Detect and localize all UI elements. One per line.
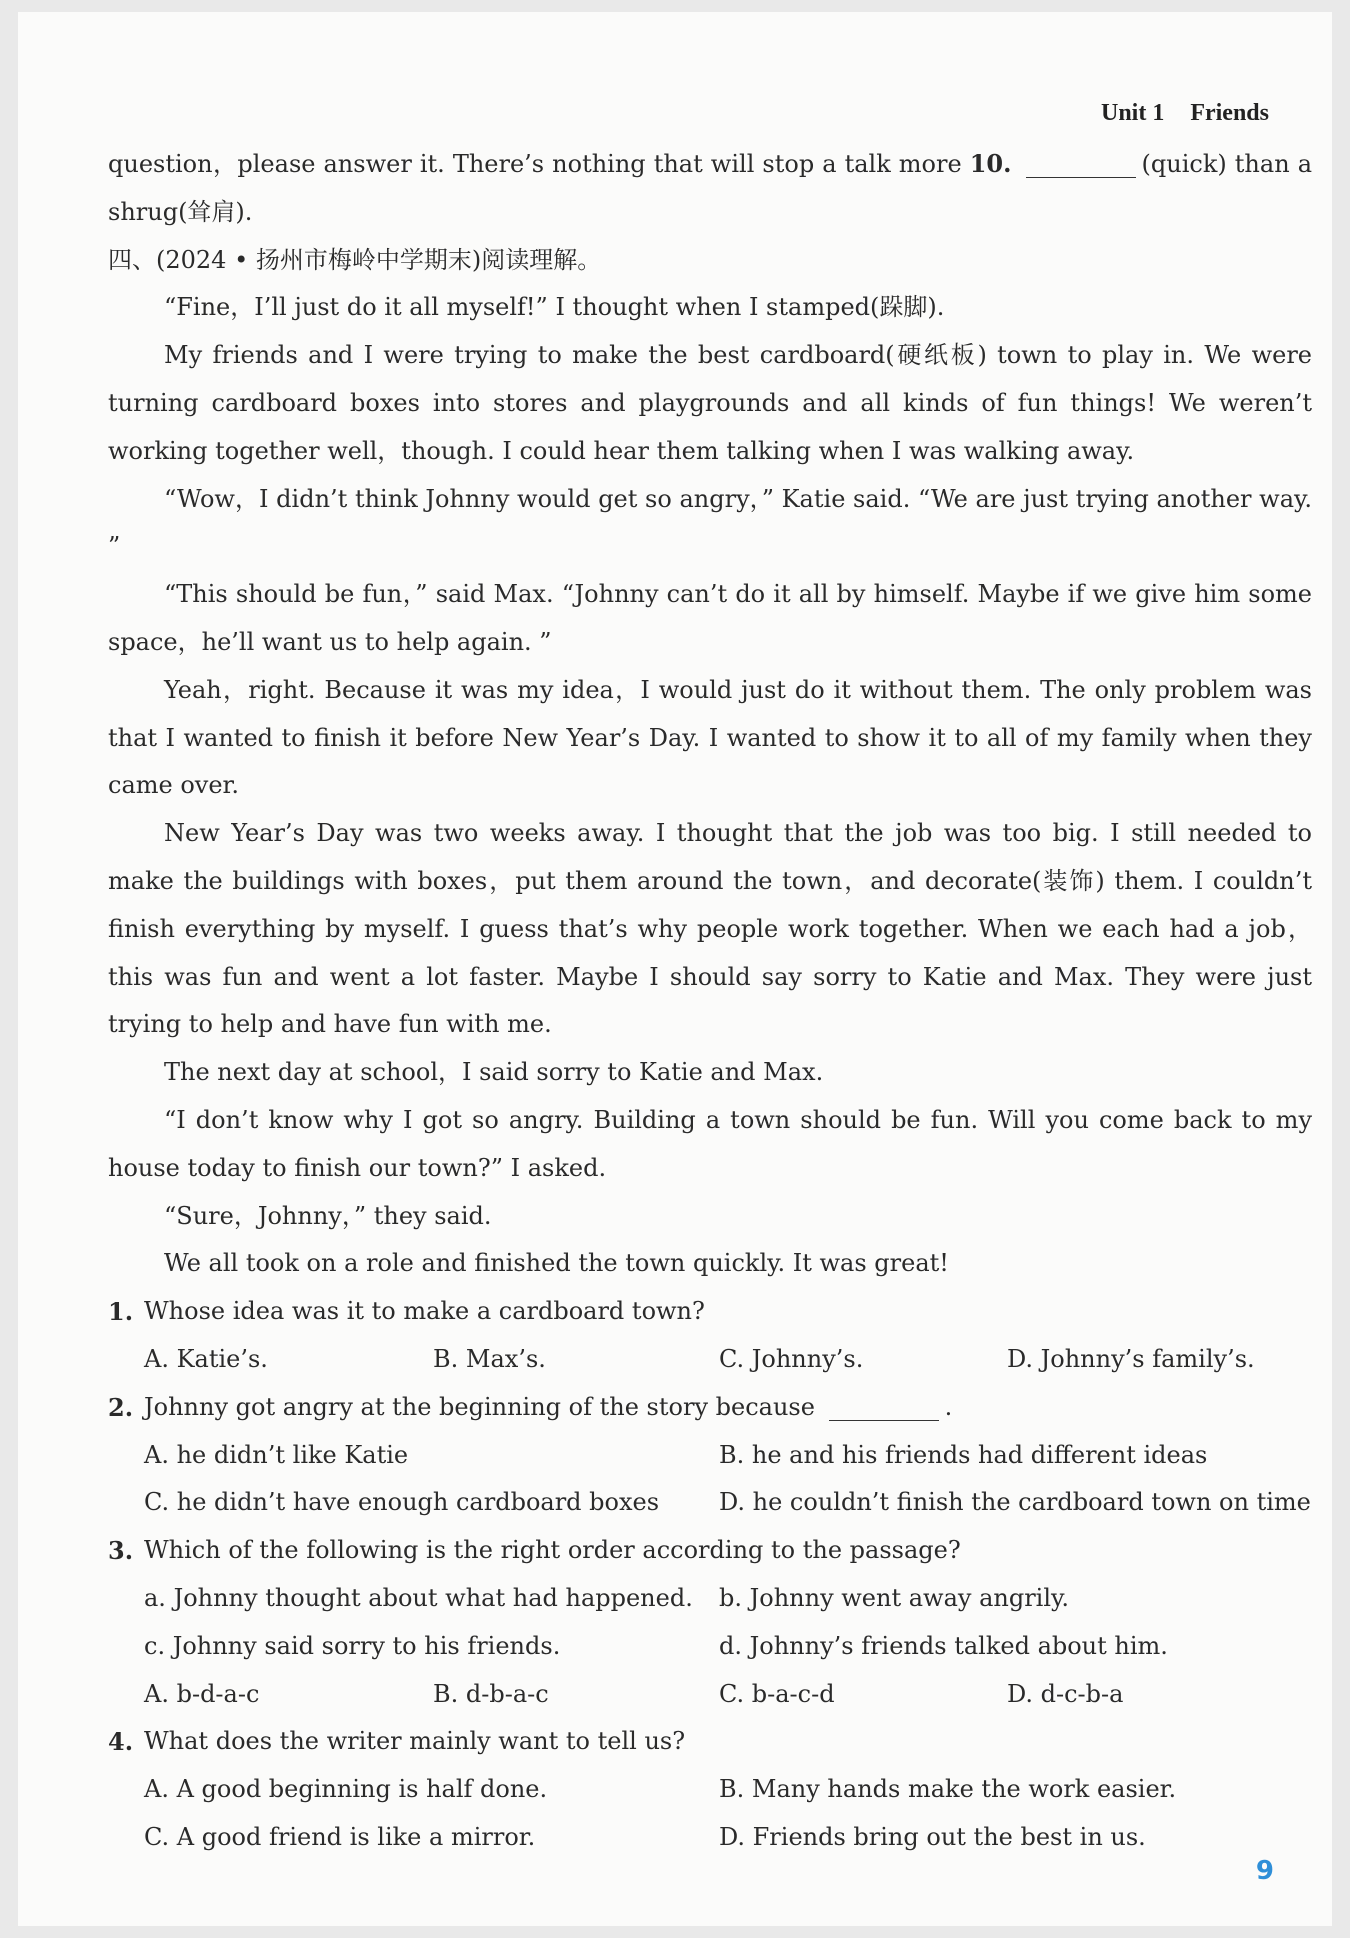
- intro-text-1: question，please answer it. There’s nothing that will stop a talk more: [108, 150, 970, 178]
- paragraph: “Sure，Johnny，” they said.: [164, 1201, 492, 1230]
- question-2-options: [144, 1432, 1312, 1528]
- question-number: 3.: [108, 1536, 134, 1566]
- paragraph: New Year’s Day was two weeks away. I thought that the job was too big. I still needed to make the buildings with boxes，put them around the town，and decorate(装饰) them. I couldn’t finish everything by myself. I guess that’s why people work together. When we each had a job，this was fun and went a lot faster. Maybe I should say sorry to Katie and Max. They were just trying to help and have fun with me.: [108, 819, 1312, 1039]
- question-3: [108, 1527, 1312, 1575]
- answer-blank[interactable]: [1026, 153, 1136, 178]
- question-3-options: [144, 1671, 1312, 1719]
- question-4: [108, 1718, 1312, 1766]
- option-d[interactable]: D. Friends bring out the best in us.: [719, 1822, 1146, 1851]
- option-a[interactable]: A. he didn’t like Katie: [144, 1440, 409, 1469]
- intro-text-2: (quick) than a shrug(耸肩).: [108, 150, 1312, 226]
- option-a[interactable]: A. b-d-a-c: [144, 1679, 260, 1708]
- page: [18, 12, 1332, 1926]
- event-b: b. Johnny went away angrily.: [719, 1583, 1070, 1612]
- question-text: Whose idea was it to make a cardboard town?: [144, 1297, 705, 1326]
- paragraph: We all took on a role and finished the town quickly. It was great!: [164, 1249, 949, 1278]
- question-number: 2.: [108, 1392, 134, 1422]
- question-number: 1.: [108, 1297, 134, 1327]
- intro-paragraph: [108, 140, 1312, 237]
- paragraph: “This should be fun，” said Max. “Johnny can’t do it all by himself. Maybe if we give him some space，he’ll want us to help again. ”: [108, 580, 1312, 656]
- question-text: What does the writer mainly want to tell us?: [144, 1727, 686, 1756]
- paragraph: “I don’t know why I got so angry. Building a town should be fun. Will you come back to my house today to finish our town?” I asked.: [108, 1105, 1312, 1182]
- unit-title: Friends: [1190, 100, 1269, 126]
- question-text: Johnny got angry at the beginning of the story because .: [144, 1392, 953, 1421]
- option-c[interactable]: C. Johnny’s.: [719, 1344, 864, 1373]
- answer-blank[interactable]: [829, 1396, 939, 1421]
- page-number: 9: [1255, 1856, 1274, 1886]
- paragraph: “Wow，I didn’t think Johnny would get so angry，” Katie said. “We are just trying another way. ”: [108, 484, 1312, 561]
- option-c[interactable]: C. he didn’t have enough cardboard boxes: [144, 1488, 660, 1517]
- event-c: c. Johnny said sorry to his friends.: [144, 1631, 561, 1660]
- question-text: Which of the following is the right order according to the passage?: [144, 1536, 961, 1565]
- option-b[interactable]: B. d-b-a-c: [433, 1679, 549, 1708]
- paragraph: Yeah，right. Because it was my idea，I would just do it without them. The only problem was that I wanted to finish it before New Year’s Day. I wanted to show it to all of my family when they came over.: [108, 675, 1312, 800]
- question-1-options: [144, 1336, 1312, 1384]
- option-b[interactable]: B. Max’s.: [433, 1344, 546, 1373]
- option-d[interactable]: D. d-c-b-a: [1007, 1679, 1124, 1708]
- question-4-options: [144, 1766, 1312, 1862]
- question-3-events: [144, 1575, 1312, 1671]
- content: [108, 140, 1312, 1862]
- paragraph: My friends and I were trying to make the best cardboard(硬纸板) town to play in. We were turning cardboard boxes into stores and playgrounds and all kinds of fun things! We weren’t working together well，though. I could hear them talking when I was walking away.: [108, 341, 1312, 465]
- question-2: [108, 1384, 1312, 1432]
- event-d: d. Johnny’s friends talked about him.: [719, 1631, 1168, 1660]
- event-a: a. Johnny thought about what had happened.: [144, 1583, 693, 1612]
- question-number: 4.: [108, 1727, 134, 1757]
- option-d[interactable]: D. Johnny’s family’s.: [1007, 1344, 1255, 1373]
- option-d[interactable]: D. he couldn’t finish the cardboard town on time: [719, 1488, 1311, 1517]
- question-1: [108, 1288, 1312, 1336]
- page-header: [1101, 100, 1269, 127]
- unit-label: Unit 1: [1100, 100, 1165, 126]
- option-a[interactable]: A. Katie’s.: [144, 1344, 268, 1373]
- option-b[interactable]: B. he and his friends had different ideas: [719, 1440, 1208, 1469]
- section-heading: 四、(2024 • 扬州市梅岭中学期末)阅读理解。: [108, 245, 602, 274]
- blank-number: 10.: [969, 149, 1012, 178]
- option-c[interactable]: C. A good friend is like a mirror.: [144, 1822, 536, 1851]
- paragraph: “Fine，I’ll just do it all myself!” I thought when I stamped(跺脚).: [164, 293, 945, 322]
- paragraph: The next day at school，I said sorry to Katie and Max.: [164, 1058, 824, 1087]
- option-b[interactable]: B. Many hands make the work easier.: [719, 1775, 1177, 1804]
- option-c[interactable]: C. b-a-c-d: [719, 1679, 835, 1708]
- option-a[interactable]: A. A good beginning is half done.: [144, 1775, 548, 1804]
